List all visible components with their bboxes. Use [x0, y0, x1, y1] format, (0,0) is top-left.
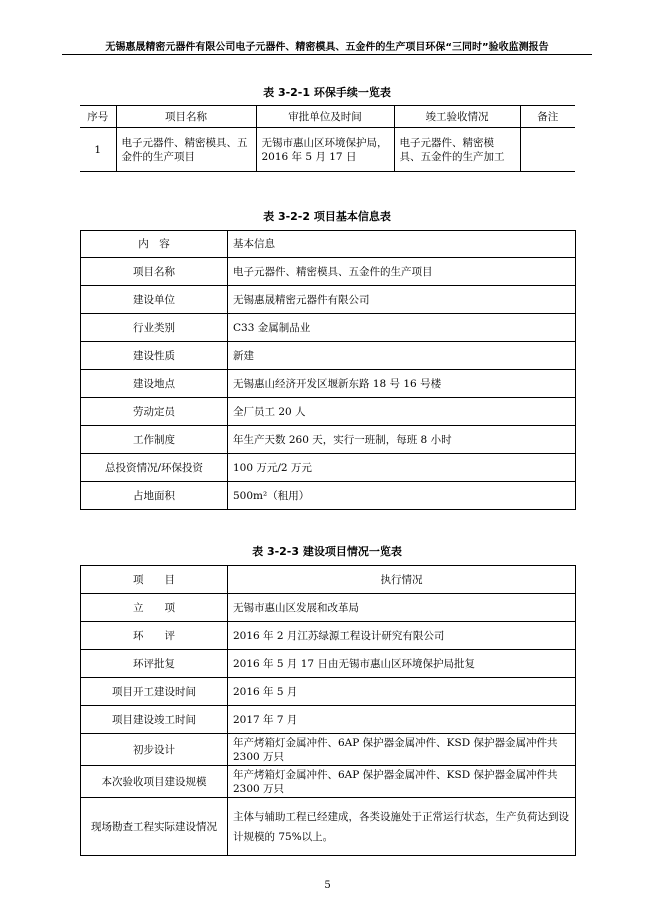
table-row [81, 650, 576, 678]
table-row [81, 566, 576, 594]
table3-value: 2016 年 5 月 17 日由无锡市惠山区环境保护局批复 [228, 650, 576, 678]
table2-label: 工作制度 [81, 426, 228, 454]
table2-value: 100 万元/2 万元 [228, 454, 576, 482]
table-row [81, 286, 576, 314]
table1-header-cell: 项目名称 [116, 106, 256, 128]
table-row [81, 482, 576, 510]
table-row [81, 734, 576, 766]
table2-caption: 表 3-2-2 项目基本信息表 [263, 210, 391, 223]
table2-value: 500m²（租用） [228, 482, 576, 510]
table2-label: 内 容 [81, 231, 228, 258]
table1-header-cell: 备注 [520, 106, 575, 128]
table3-value: 主体与辅助工程已经建成，各类设施处于正常运行状态，生产负荷达到设计规模的 75%以上。 [228, 798, 576, 856]
table-row [81, 706, 576, 734]
table2-label: 占地面积 [81, 482, 228, 510]
table3-value: 2016 年 2 月江苏绿源工程设计研究有限公司 [228, 622, 576, 650]
table-row [81, 678, 576, 706]
table3-value: 无锡市惠山区发展和改革局 [228, 594, 576, 622]
table3-label: 初步设计 [81, 734, 228, 766]
table3-label: 项目开工建设时间 [81, 678, 228, 706]
table2-value: 无锡惠山经济开发区堰新东路 18 号 16 号楼 [228, 370, 576, 398]
table1-header-cell: 序号 [80, 106, 116, 128]
table3-label: 环 评 [81, 622, 228, 650]
table3-label: 立 项 [81, 594, 228, 622]
table-row [81, 398, 576, 426]
table2-value: 基本信息 [228, 231, 576, 258]
table-row [81, 342, 576, 370]
table1-caption: 表 3-2-1 环保手续一览表 [263, 86, 391, 99]
table-row [81, 622, 576, 650]
table1-cell: 无锡市惠山区环境保护局，2016 年 5 月 17 日 [256, 128, 394, 172]
table-row [80, 128, 575, 172]
table2-label: 行业类别 [81, 314, 228, 342]
table2-label: 劳动定员 [81, 398, 228, 426]
table2-value: C33 金属制品业 [228, 314, 576, 342]
table-row [81, 314, 576, 342]
table1-header-row [80, 106, 575, 128]
table3-label: 现场勘查工程实际建设情况 [81, 798, 228, 856]
table2-label: 建设地点 [81, 370, 228, 398]
basic-info-table [80, 230, 576, 510]
table1-cell: 电子元器件、精密模具、五金件的生产加工 [394, 128, 520, 172]
table3-caption: 表 3-2-3 建设项目情况一览表 [252, 545, 402, 558]
table-row [81, 594, 576, 622]
table2-label: 总投资情况/环保投资 [81, 454, 228, 482]
project-status-table [80, 565, 576, 856]
page-number: 5 [324, 880, 331, 891]
table3-value: 2016 年 5 月 [228, 678, 576, 706]
header-rule [62, 54, 592, 55]
table3-label: 项目建设竣工时间 [81, 706, 228, 734]
table3-label: 本次验收项目建设规模 [81, 766, 228, 798]
table3-value: 2017 年 7 月 [228, 706, 576, 734]
table1-cell: 1 [80, 128, 116, 172]
table-row [81, 370, 576, 398]
table-row [81, 231, 576, 258]
table2-value: 电子元器件、精密模具、五金件的生产项目 [228, 258, 576, 286]
report-header: 无锡惠晟精密元器件有限公司电子元器件、精密模具、五金件的生产项目环保“三同时”验收监测报告 [105, 42, 549, 53]
table-row [81, 798, 576, 856]
table3-value: 年产烤箱灯金属冲件、6AP 保护器金属冲件、KSD 保护器金属冲件共 2300 万只 [228, 734, 576, 766]
table3-label: 环评批复 [81, 650, 228, 678]
table2-label: 建设单位 [81, 286, 228, 314]
table-row [81, 454, 576, 482]
table3-value: 执行情况 [228, 566, 576, 594]
table-row [81, 766, 576, 798]
table2-value: 全厂员工 20 人 [228, 398, 576, 426]
table3-label: 项 目 [81, 566, 228, 594]
table2-label: 建设性质 [81, 342, 228, 370]
table2-value: 新建 [228, 342, 576, 370]
permit-table [80, 105, 575, 172]
table2-value: 无锡惠晟精密元器件有限公司 [228, 286, 576, 314]
table3-value: 年产烤箱灯金属冲件、6AP 保护器金属冲件、KSD 保护器金属冲件共 2300 万只 [228, 766, 576, 798]
table2-value: 年生产天数 260 天，实行一班制，每班 8 小时 [228, 426, 576, 454]
table-row [81, 258, 576, 286]
table2-label: 项目名称 [81, 258, 228, 286]
table1-header-cell: 竣工验收情况 [394, 106, 520, 128]
table1-cell: 电子元器件、精密模具、五金件的生产项目 [116, 128, 256, 172]
table1-header-cell: 审批单位及时间 [256, 106, 394, 128]
table1-cell [520, 128, 575, 172]
table-row [81, 426, 576, 454]
